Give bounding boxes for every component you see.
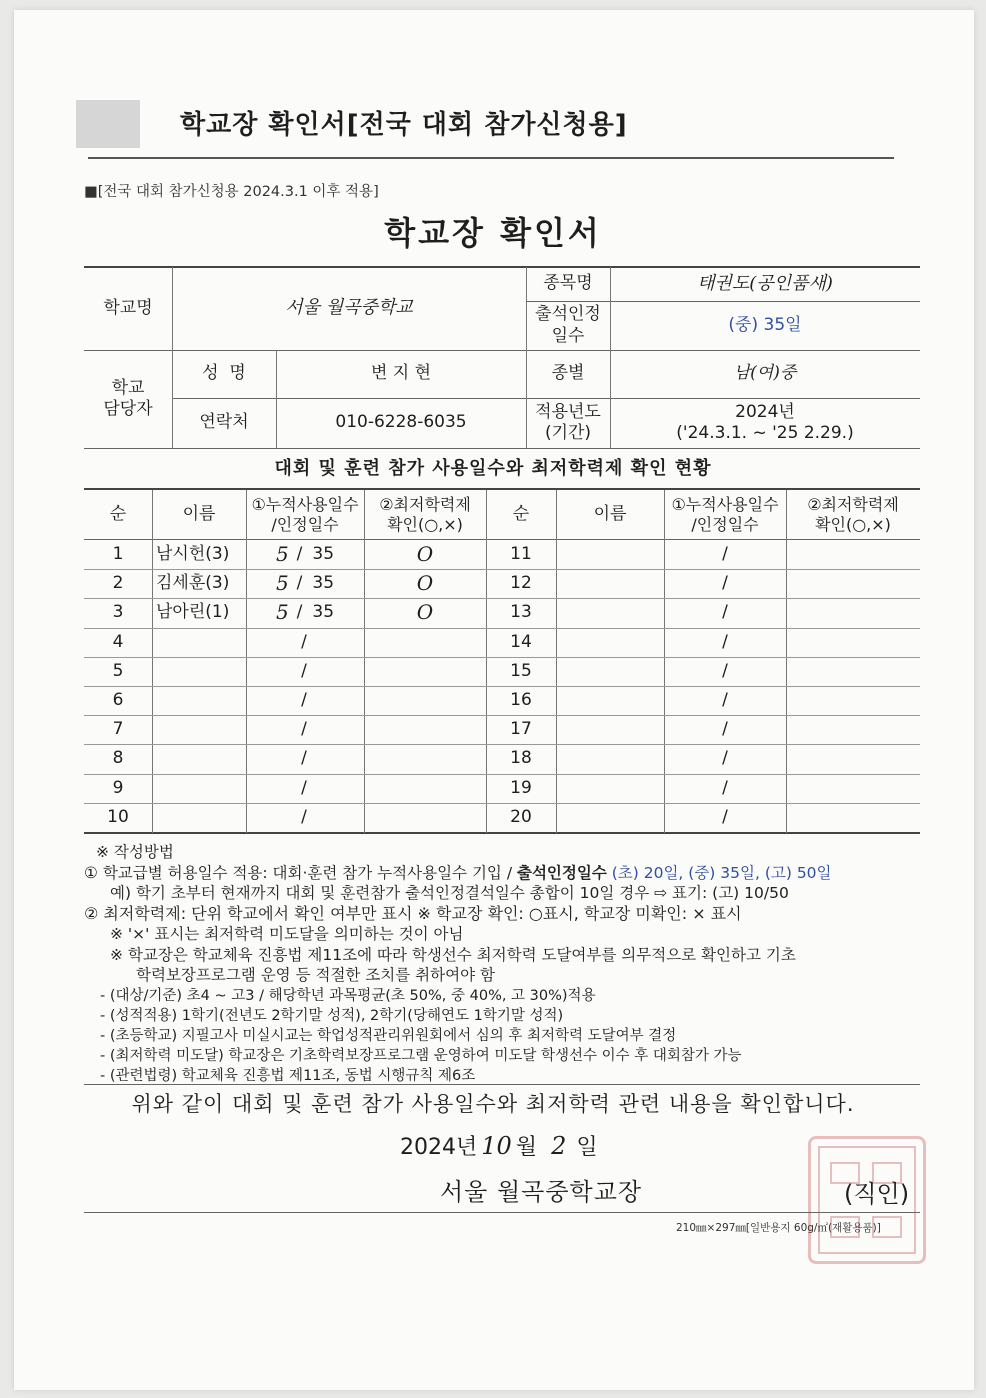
grade-check: O <box>416 571 434 595</box>
days-cell <box>664 686 786 715</box>
row-number: 6 <box>112 689 124 710</box>
row-number: 13 <box>510 601 532 622</box>
row-number: 14 <box>510 631 532 652</box>
row-number: 5 <box>112 660 124 681</box>
days-slash: / <box>722 718 728 739</box>
days-slash: / <box>301 631 307 652</box>
gender-value: 남(여)중 <box>733 363 797 384</box>
grade-check: O <box>416 542 434 566</box>
grade-check <box>364 774 486 803</box>
note-1-text: ① 학교급별 허용일수 적용: 대회·훈련 참가 누적사용일수 기입 / <box>84 864 517 882</box>
note-1-blue: (초) 20일, (중) 35일, (고) 50일 <box>606 864 832 882</box>
days-cell <box>664 657 786 686</box>
row-number: 8 <box>112 747 124 768</box>
row-number: 1 <box>112 543 124 564</box>
grade-check <box>364 628 486 657</box>
days-cell <box>246 803 364 832</box>
header-name-left: 이름 <box>182 503 216 524</box>
note-2-sub1: ※ '×' 표시는 최저학력 미도달을 의미하는 것이 아님 <box>110 925 464 943</box>
header-gray-block <box>76 100 140 148</box>
row-number: 12 <box>510 572 532 593</box>
note-1-bold: 출석인정일수 <box>516 864 607 882</box>
days-used: 5 <box>275 571 289 595</box>
grade-check <box>364 657 486 686</box>
grade-check <box>786 628 920 657</box>
grade-check: O <box>416 600 434 624</box>
gender-label: 종별 <box>551 363 585 384</box>
row-number: 9 <box>112 777 124 798</box>
days-cell <box>246 686 364 715</box>
grade-check <box>364 744 486 773</box>
contact-label: 연락처 <box>199 412 249 433</box>
days-cell <box>246 540 364 569</box>
row-number: 19 <box>510 777 532 798</box>
days-slash: / <box>722 660 728 681</box>
row-number: 2 <box>112 572 124 593</box>
days-cell <box>246 774 364 803</box>
note-1 <box>84 861 832 883</box>
title-underline <box>88 157 894 159</box>
days-total: 35 <box>312 543 335 564</box>
detail-2: - (성적적용) 1학기(전년도 2학기말 성적), 2학기(당해연도 1학기말 성적) <box>100 1008 564 1024</box>
contact-value: 010-6228-6035 <box>335 412 467 433</box>
grade-check <box>786 598 920 627</box>
date-day: 2 <box>551 1132 567 1160</box>
info-line <box>84 448 920 449</box>
days-total: 35 <box>312 601 335 622</box>
athlete-name <box>152 774 246 803</box>
grade-check <box>364 686 486 715</box>
athlete-name: 김세훈(3) <box>156 572 230 593</box>
days-cell <box>664 628 786 657</box>
row-number: 3 <box>112 601 124 622</box>
days-slash: / <box>301 747 307 768</box>
days-used: 5 <box>275 542 289 566</box>
attend-days-label: 출석인정 일수 <box>535 304 601 346</box>
grade-check <box>786 540 920 569</box>
header-name-right: 이름 <box>593 503 627 524</box>
grade-check <box>786 686 920 715</box>
attend-days-value: (중) 35일 <box>728 314 802 335</box>
days-slash: / <box>722 601 728 622</box>
detail-4: - (최저학력 미도달) 학교장은 기초학력보장프로그램 운영하여 미도달 학생선수 이수 후 대회참가 가능 <box>100 1048 742 1064</box>
date-year: 2024년 <box>400 1135 478 1160</box>
issue-date <box>400 1130 598 1161</box>
section-title: 대회 및 훈련 참가 사용일수와 최저학력제 확인 현황 <box>274 458 712 479</box>
row-number: 16 <box>510 689 532 710</box>
school-label: 학교명 <box>103 297 153 318</box>
days-cell <box>246 569 364 598</box>
days-cell <box>246 657 364 686</box>
header-days-left: ①누적사용일수 /인정일수 <box>251 494 359 534</box>
days-slash: / <box>301 718 307 739</box>
grade-check <box>786 715 920 744</box>
row-number: 20 <box>510 806 532 827</box>
days-cell <box>664 715 786 744</box>
days-slash: / <box>296 543 303 564</box>
name-label: 성 명 <box>202 363 246 384</box>
days-cell <box>664 540 786 569</box>
confirmation-statement: 위와 같이 대회 및 훈련 참가 사용일수와 최저학력 관련 내용을 확인합니다. <box>131 1092 855 1116</box>
detail-5: - (관련법령) 학교체육 진흥법 제11조, 동법 시행규칙 제6조 <box>100 1068 476 1084</box>
main-title: 학교장 확인서 <box>384 214 602 252</box>
days-slash: / <box>722 572 728 593</box>
athlete-name <box>556 774 664 803</box>
grade-check <box>364 803 486 832</box>
note-2-sub2b: 학력보장프로그램 운영 등 적절한 조치를 취하여야 함 <box>136 966 495 984</box>
athlete-name <box>152 686 246 715</box>
athlete-name <box>556 803 664 832</box>
manager-label: 학교 담당자 <box>103 377 153 419</box>
header-no-right: 순 <box>512 503 530 524</box>
athlete-name <box>152 803 246 832</box>
days-cell <box>664 569 786 598</box>
days-used: 5 <box>275 600 289 624</box>
athlete-name: 남아린(1) <box>156 601 230 622</box>
header-days-right: ①누적사용일수 /인정일수 <box>671 494 779 534</box>
days-cell <box>246 744 364 773</box>
athlete-name <box>556 598 664 627</box>
athlete-name <box>556 657 664 686</box>
note-2-sub2: ※ 학교장은 학교체육 진흥법 제11조에 따라 학생선수 최저학력 도달여부를 의무적으로 확인하고 기초 <box>110 946 796 964</box>
athlete-name <box>556 686 664 715</box>
seal-label: (직인) <box>844 1180 910 1208</box>
grade-check <box>786 744 920 773</box>
days-slash: / <box>301 777 307 798</box>
days-cell <box>664 598 786 627</box>
days-slash: / <box>296 601 303 622</box>
date-day-unit: 일 <box>576 1135 598 1160</box>
athlete-name <box>556 715 664 744</box>
date-month: 10 <box>481 1132 512 1160</box>
days-slash: / <box>722 543 728 564</box>
days-slash: / <box>301 660 307 681</box>
days-slash: / <box>722 806 728 827</box>
paper-spec: 210㎜×297㎜[일반용지 60g/㎡(재활용품)] <box>676 1222 881 1234</box>
header-no-left: 순 <box>109 503 127 524</box>
row-number: 17 <box>510 718 532 739</box>
date-month-unit: 월 <box>515 1135 538 1160</box>
days-slash: / <box>301 689 307 710</box>
event-label: 종목명 <box>543 273 593 294</box>
athlete-name <box>152 628 246 657</box>
year-value: 2024년 ('24.3.1. ~ '25 2.29.) <box>676 401 854 443</box>
header-grade-right: ②최저학력제 확인(○,×) <box>807 494 899 534</box>
days-slash: / <box>296 572 303 593</box>
applicability-note: ■[전국 대회 참가신청용 2024.3.1 이후 적용] <box>84 184 379 200</box>
top-title: 학교장 확인서[전국 대회 참가신청용] <box>180 110 628 140</box>
days-cell <box>664 774 786 803</box>
athlete-name <box>556 628 664 657</box>
header-grade-left: ②최저학력제 확인(○,×) <box>379 494 471 534</box>
days-slash: / <box>722 689 728 710</box>
note-2: ② 최저학력제: 단위 학교에서 확인 여부만 표시 ※ 학교장 확인: ○표시, 학교장 미확인: × 표시 <box>84 904 742 923</box>
manager-name: 변 지 현 <box>370 363 432 384</box>
detail-1: - (대상/기준) 초4 ~ 고3 / 해당학년 과목평균(초 50%, 중 40%, 고 30%)적용 <box>100 988 596 1004</box>
grade-check <box>786 657 920 686</box>
principal-signature-line: 서울 월곡중학교장 <box>440 1178 643 1206</box>
days-slash: / <box>722 747 728 768</box>
athlete-name <box>152 657 246 686</box>
days-cell <box>664 803 786 832</box>
athlete-name <box>152 744 246 773</box>
row-number: 4 <box>112 631 124 652</box>
year-label: 적용년도 (기간) <box>535 401 601 443</box>
roster-bottom-border <box>84 832 920 834</box>
row-number: 18 <box>510 747 532 768</box>
row-number: 15 <box>510 660 532 681</box>
days-cell <box>246 628 364 657</box>
days-slash: / <box>722 631 728 652</box>
athlete-name <box>556 744 664 773</box>
grade-check <box>786 774 920 803</box>
footer-line <box>84 1212 920 1213</box>
days-slash: / <box>301 806 307 827</box>
note-1-example: 예) 학기 초부터 현재까지 대회 및 훈련참가 출석인정결석일수 총합이 10일 경우 ⇨ 표기: (고) 10/50 <box>110 884 789 902</box>
days-cell <box>246 715 364 744</box>
notes-bottom-line <box>84 1084 920 1085</box>
grade-check <box>364 715 486 744</box>
athlete-name: 남시헌(3) <box>156 543 230 564</box>
days-cell <box>246 598 364 627</box>
grade-check <box>786 569 920 598</box>
row-number: 11 <box>510 543 532 564</box>
athlete-name <box>556 569 664 598</box>
grade-check <box>786 803 920 832</box>
row-number: 7 <box>112 718 124 739</box>
notes-heading: ※ 작성방법 <box>96 843 174 861</box>
days-cell <box>664 744 786 773</box>
athlete-name <box>556 540 664 569</box>
row-number: 10 <box>107 806 129 827</box>
days-total: 35 <box>312 572 335 593</box>
event-value: 태권도(공인품새) <box>697 272 833 294</box>
school-value: 서울 월곡중학교 <box>285 297 413 319</box>
detail-3: - (초등학교) 지필고사 미실시교는 학업성적관리위원회에서 심의 후 최저학력 도달여부 결정 <box>100 1028 677 1044</box>
athlete-name <box>152 715 246 744</box>
days-slash: / <box>722 777 728 798</box>
